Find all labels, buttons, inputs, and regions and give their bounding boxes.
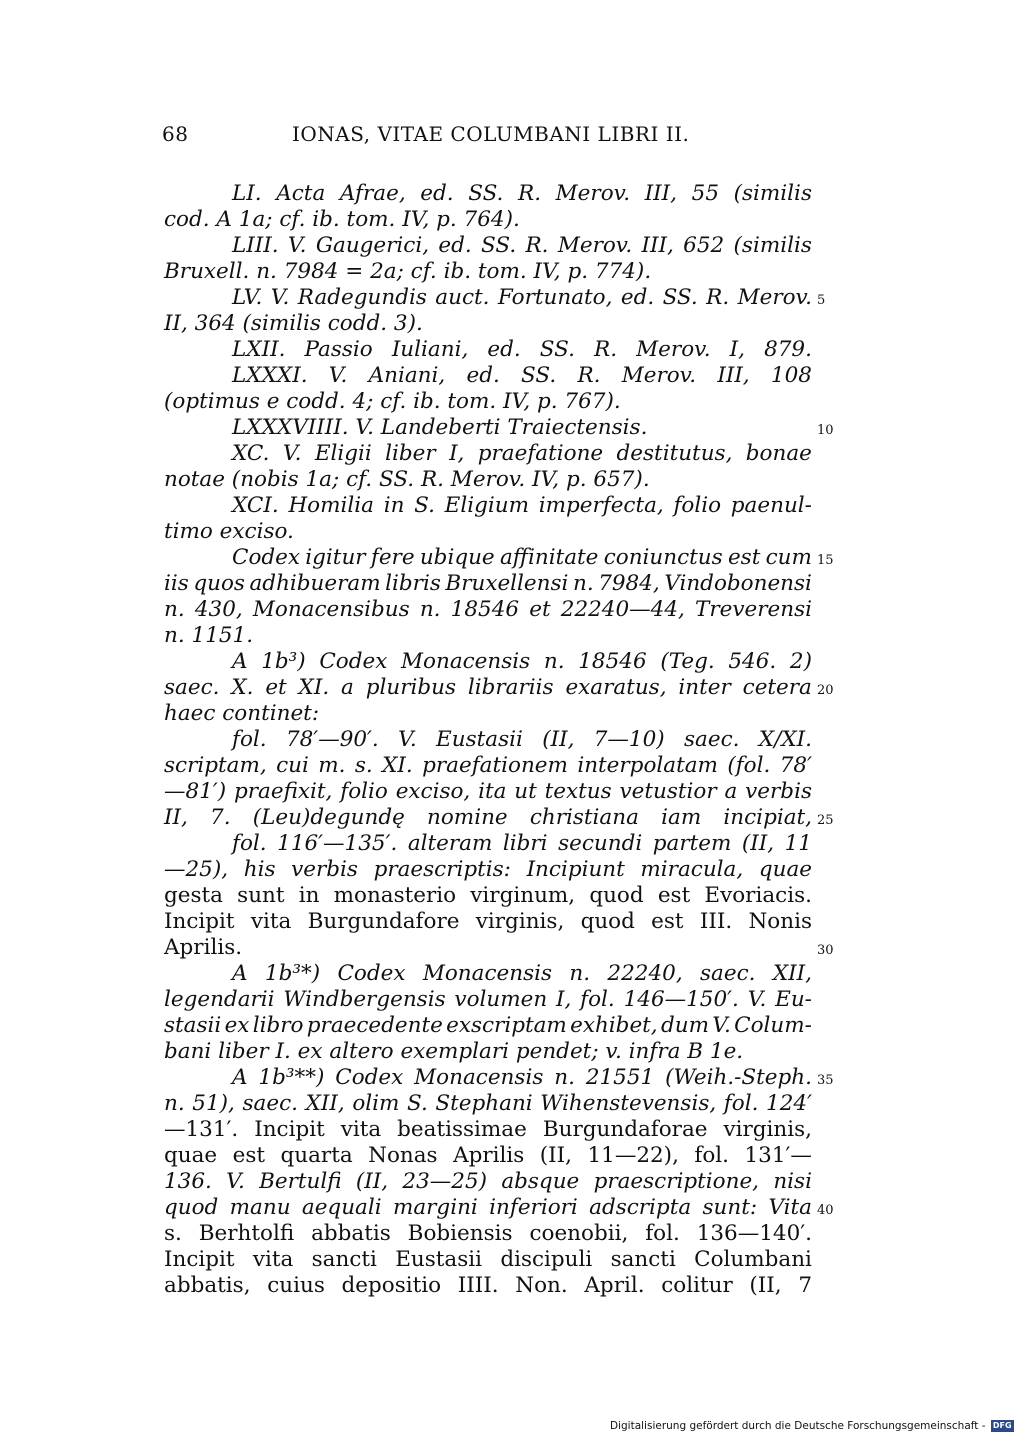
text-line: XCI. Homilia in S. Eligium imperfecta, folio paenul-: [232, 493, 812, 518]
credit-text: Digitalisierung gefördert durch die Deutsche Forschungsgemeinschaft -: [610, 1420, 986, 1432]
text-line: bani liber I. ex altero exemplari pendet; v. infra B 1e.: [164, 1039, 744, 1064]
line-number: 15: [817, 553, 834, 568]
digitization-credit: [610, 1418, 1012, 1434]
text-line: (optimus e codd. 4; cf. ib. tom. IV, p. 767).: [164, 389, 621, 414]
line-number: 10: [817, 423, 834, 438]
text-line: Incipit vita Burgundafore virginis, quod est III. Nonis: [164, 909, 812, 934]
text-line: LV. V. Radegundis auct. Fortunato, ed. SS. R. Merov.: [232, 285, 812, 310]
text-line: Codex igitur fere ubique affinitate coniunctus est cum: [232, 545, 812, 570]
text-line: LXXXI. V. Aniani, ed. SS. R. Merov. III, 108: [232, 363, 812, 388]
text-line: cod. A 1a; cf. ib. tom. IV, p. 764).: [164, 207, 520, 232]
text-line: Bruxell. n. 7984 = 2a; cf. ib. tom. IV, p. 774).: [164, 259, 652, 284]
text-line: —131′. Incipit vita beatissimae Burgundaforae virginis,: [164, 1117, 812, 1142]
text-line: abbatis, cuius depositio IIII. Non. April. colitur (II, 7: [164, 1273, 812, 1298]
text-line: scriptam, cui m. s. XI. praefationem interpolatam (fol. 78′: [164, 753, 812, 778]
text-line: quae est quarta Nonas Aprilis (II, 11—22), fol. 131′—: [164, 1143, 812, 1168]
text-line: 136. V. Bertulfi (II, 23—25) absque praescriptione, nisi: [164, 1169, 812, 1194]
running-header: [162, 122, 812, 152]
line-number: 40: [817, 1203, 834, 1218]
running-title: IONAS, VITAE COLUMBANI LIBRI II.: [292, 122, 690, 146]
text-line: A 1b³) Codex Monacensis n. 18546 (Teg. 546. 2): [232, 649, 812, 674]
text-line: timo exciso.: [164, 519, 294, 544]
text-line: iis quos adhibueram libris Bruxellensi n. 7984, Vindobonensi: [164, 571, 812, 596]
text-line: LI. Acta Afrae, ed. SS. R. Merov. III, 55 (similis: [232, 181, 812, 206]
text-line: n. 430, Monacensibus n. 18546 et 22240—44, Treverensi: [164, 597, 812, 622]
text-line: A 1b³*) Codex Monacensis n. 22240, saec. XII,: [232, 961, 812, 986]
text-line: stasii ex libro praecedente exscriptam exhibet, dum V. Colum-: [164, 1013, 812, 1038]
text-line: notae (nobis 1a; cf. SS. R. Merov. IV, p. 657).: [164, 467, 650, 492]
text-line: II, 364 (similis codd. 3).: [164, 311, 423, 336]
text-line: saec. X. et XI. a pluribus librariis exaratus, inter cetera: [164, 675, 812, 700]
text-line: n. 51), saec. XII, olim S. Stephani Wihenstevensis, fol. 124′: [164, 1091, 812, 1116]
text-line: A 1b³**) Codex Monacensis n. 21551 (Weih.-Steph.: [232, 1065, 812, 1090]
page-number: 68: [162, 122, 189, 146]
text-line: —81′) praefixit, folio exciso, ita ut textus vetustior a verbis: [164, 779, 812, 804]
line-number: 25: [817, 813, 834, 828]
text-line: XC. V. Eligii liber I, praefatione destitutus, bonae: [232, 441, 812, 466]
line-number: 30: [817, 943, 834, 958]
text-line: LIII. V. Gaugerici, ed. SS. R. Merov. III, 652 (similis: [232, 233, 812, 258]
text-line: haec continet:: [164, 701, 320, 726]
text-line: LXXXVIIII. V. Landeberti Traiectensis.: [232, 415, 648, 440]
line-number: 5: [817, 293, 826, 308]
line-number: 20: [817, 683, 834, 698]
dfg-logo: DFG: [992, 1421, 1012, 1430]
text-line: Aprilis.: [164, 935, 243, 960]
text-line: quod manu aequali margini inferiori adscripta sunt: Vita: [164, 1195, 812, 1220]
text-line: —25), his verbis praescriptis: Incipiunt miracula, quae: [164, 857, 812, 882]
text-line: LXII. Passio Iuliani, ed. SS. R. Merov. I, 879.: [232, 337, 812, 362]
text-line: fol. 116′—135′. alteram libri secundi partem (II, 11: [232, 831, 812, 856]
text-line: n. 1151.: [164, 623, 254, 648]
text-line: gesta sunt in monasterio virginum, quod est Evoriacis.: [164, 883, 812, 908]
text-line: Incipit vita sancti Eustasii discipuli sancti Columbani: [164, 1247, 812, 1272]
text-line: II, 7. (Leu)degundę nomine christiana iam incipiat,: [164, 805, 812, 830]
text-line: fol. 78′—90′. V. Eustasii (II, 7—10) saec. X/XI.: [232, 727, 812, 752]
text-line: legendarii Windbergensis volumen I, fol. 146—150′. V. Eu-: [164, 987, 812, 1012]
text-line: s. Berhtolfi abbatis Bobiensis coenobii, fol. 136—140′.: [164, 1221, 812, 1246]
line-number: 35: [817, 1073, 834, 1088]
